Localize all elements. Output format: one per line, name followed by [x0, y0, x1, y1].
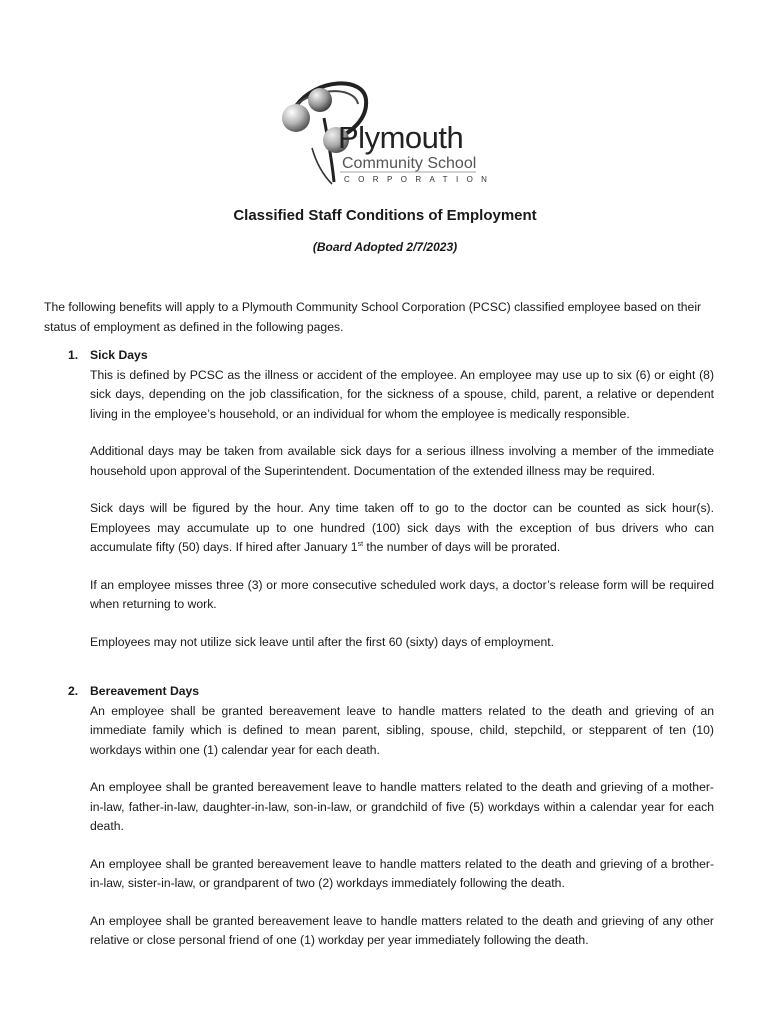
paragraph-text-tail: the number of days will be prorated.	[363, 540, 561, 554]
document-title: Classified Staff Conditions of Employment	[233, 207, 537, 224]
paragraph: An employee shall be granted bereavement leave to handle matters related to the death and grieving of any other relative or close personal friend of one (1) workday per year immediately following the death.	[90, 913, 714, 947]
section-heading	[44, 682, 714, 702]
paragraph: This is defined by PCSC as the illness or accident of the employee. An employee may use up to six (6) or eight (8) sick days, depending on the job classification, for the sickness of a spouse, child, parent, a relative or dependent living in the employee’s household, or an individual for whom the employee is medically responsible.	[90, 367, 714, 421]
paragraph: If an employee misses three (3) or more consecutive scheduled work days, a doctor’s release form will be required when returning to work.	[90, 577, 714, 611]
intro-paragraph: The following benefits will apply to a Plymouth Community School Corporation (PCSC) classified employee based on their status of employment as defined in the following pages.	[44, 300, 702, 334]
logo-subtitle: Community School	[342, 155, 477, 172]
paragraph-text: Sick days will be figured by the hour. Any time taken off to go to the doctor can be counted as sick hour(s). Employees may accumulate up to one hundred (100) sick days with the exception of bus drivers who can accumulate fifty (50) days. If hired after January 1	[90, 501, 714, 554]
document-subtitle: (Board Adopted 2/7/2023)	[312, 240, 458, 254]
ordinal-suffix: st	[357, 540, 364, 548]
section-bereavement-days	[44, 682, 714, 951]
section-heading	[44, 346, 714, 366]
section-number: 1.	[68, 348, 79, 362]
section-number: 2.	[68, 684, 79, 698]
paragraph: Employees may not utilize sick leave until after the first 60 (sixty) days of employment.	[90, 634, 554, 649]
paragraph	[90, 499, 714, 558]
paragraph: An employee shall be granted bereavement leave to handle matters related to the death and grieving of a mother-in-law, father-in-law, daughter-in-law, son-in-law, or grandchild of five (5) workdays within a calendar year for each death.	[90, 780, 714, 833]
section-title: Sick Days	[90, 348, 148, 362]
school-logo	[276, 78, 496, 190]
paragraph: An employee shall be granted bereavement leave to handle matters related to the death and grieving of a brother-in-law, sister-in-law, or grandparent of two (2) workdays immediately following the death.	[90, 856, 714, 890]
paragraph: Additional days may be taken from available sick days for a serious illness involving a member of the immediate household upon approval of the Superintendent. Documentation of the extended illness may be required.	[90, 444, 714, 478]
paragraph: An employee shall be granted bereavement leave to handle matters related to the death and grieving of an immediate family which is defined to mean parent, sibling, spouse, child, stepchild, or stepparent of ten (10) workdays within one (1) calendar year for each death.	[90, 703, 714, 757]
logo-wordmark: Plymouth	[338, 120, 464, 155]
section-title: Bereavement Days	[90, 684, 200, 698]
section-sick-days	[44, 346, 714, 652]
logo-corporation: CORPORATION	[344, 175, 496, 184]
